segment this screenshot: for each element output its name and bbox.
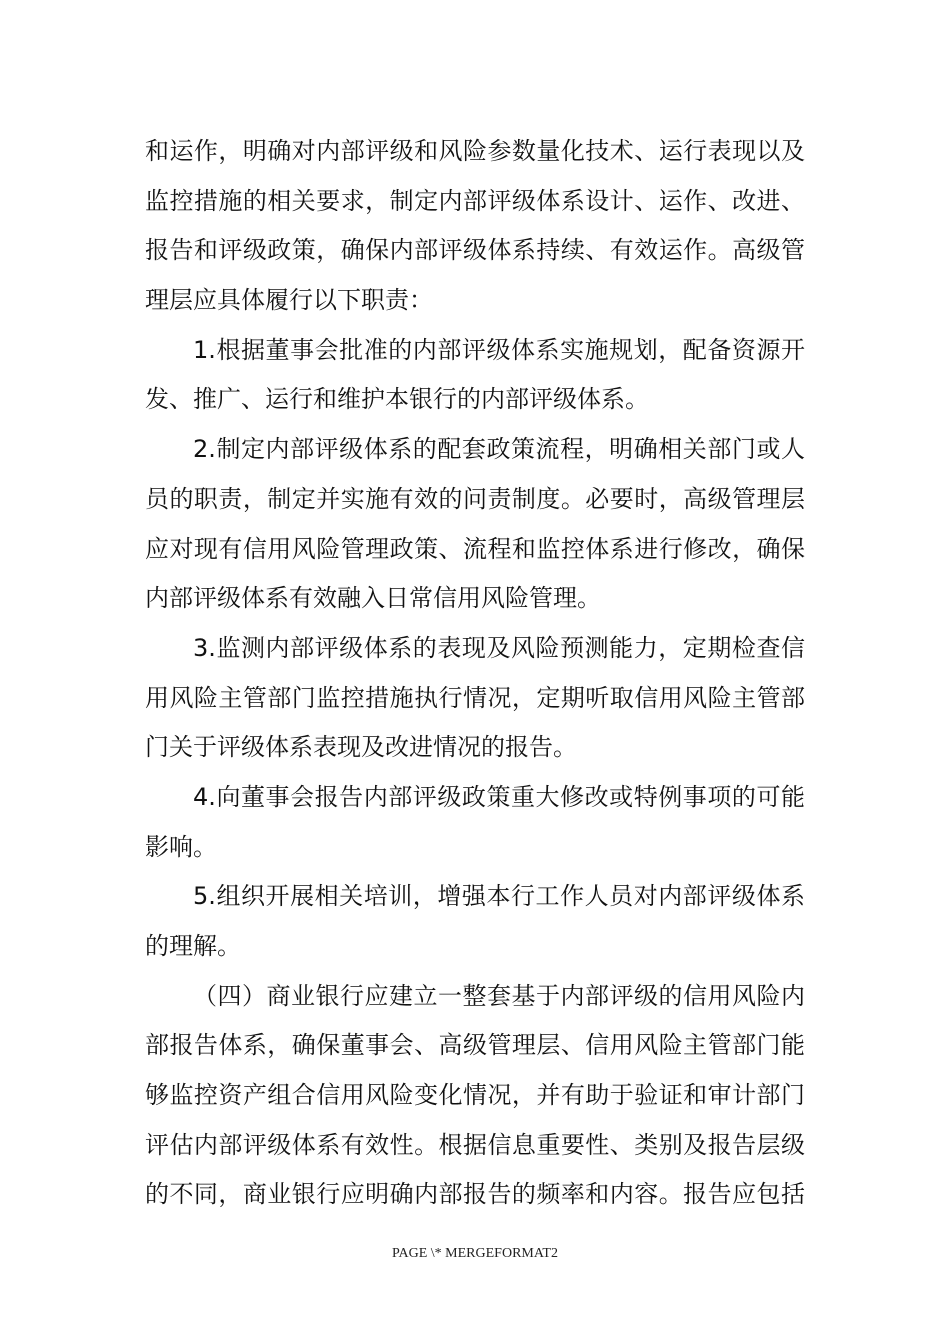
text-line: 5.组织开展相关培训，增强本行工作人员对内部评级体系 — [193, 882, 805, 911]
page-footer: PAGE \* MERGEFORMAT2 — [392, 1246, 558, 1261]
text-line: 的理解。 — [145, 932, 241, 960]
paragraph — [145, 972, 805, 1220]
text-line: 影响。 — [145, 832, 217, 861]
text-line: 够监控资产组合信用风险变化情况，并有助于验证和审计部门 — [145, 1081, 805, 1110]
text-line: 内部评级体系有效融入日常信用风险管理。 — [145, 584, 601, 613]
paragraph — [145, 425, 805, 624]
text-line: 员的职责，制定并实施有效的问责制度。必要时，高级管理层 — [145, 484, 805, 513]
text-line: 和运作，明确对内部评级和风险参数量化技术、运行表现以及 — [145, 137, 805, 165]
text-line: 发、推广、运行和维护本银行的内部评级体系。 — [145, 385, 649, 414]
text-line: 1.根据董事会批准的内部评级体系实施规划，配备资源开 — [193, 335, 805, 364]
text-line: 门关于评级体系表现及改进情况的报告。 — [145, 733, 577, 762]
paragraph — [145, 872, 805, 971]
paragraph — [145, 624, 805, 773]
text-line: 评估内部评级体系有效性。根据信息重要性、类别及报告层级 — [145, 1130, 805, 1159]
text-line: （四）商业银行应建立一整套基于内部评级的信用风险内 — [193, 981, 805, 1010]
document-body — [145, 127, 805, 1220]
text-line: 的不同，商业银行应明确内部报告的频率和内容。报告应包括 — [145, 1180, 805, 1209]
paragraph — [145, 326, 805, 425]
text-line: 3.监测内部评级体系的表现及风险预测能力，定期检查信 — [193, 633, 805, 662]
text-line: 监控措施的相关要求，制定内部评级体系设计、运作、改进、 — [145, 186, 805, 215]
text-line: 部报告体系，确保董事会、高级管理层、信用风险主管部门能 — [145, 1031, 805, 1060]
text-line: 2.制定内部评级体系的配套政策流程，明确相关部门或人 — [193, 435, 805, 464]
paragraph — [145, 773, 805, 872]
text-line: 报告和评级政策，确保内部评级体系持续、有效运作。高级管 — [145, 236, 805, 265]
text-line: 4.向董事会报告内部评级政策重大修改或特例事项的可能 — [193, 782, 805, 811]
text-line: 用风险主管部门监控措施执行情况，定期听取信用风险主管部 — [145, 683, 805, 712]
paragraph — [145, 127, 805, 326]
text-line: 应对现有信用风险管理政策、流程和监控体系进行修改，确保 — [145, 534, 805, 563]
text-line: 理层应具体履行以下职责： — [145, 286, 433, 315]
